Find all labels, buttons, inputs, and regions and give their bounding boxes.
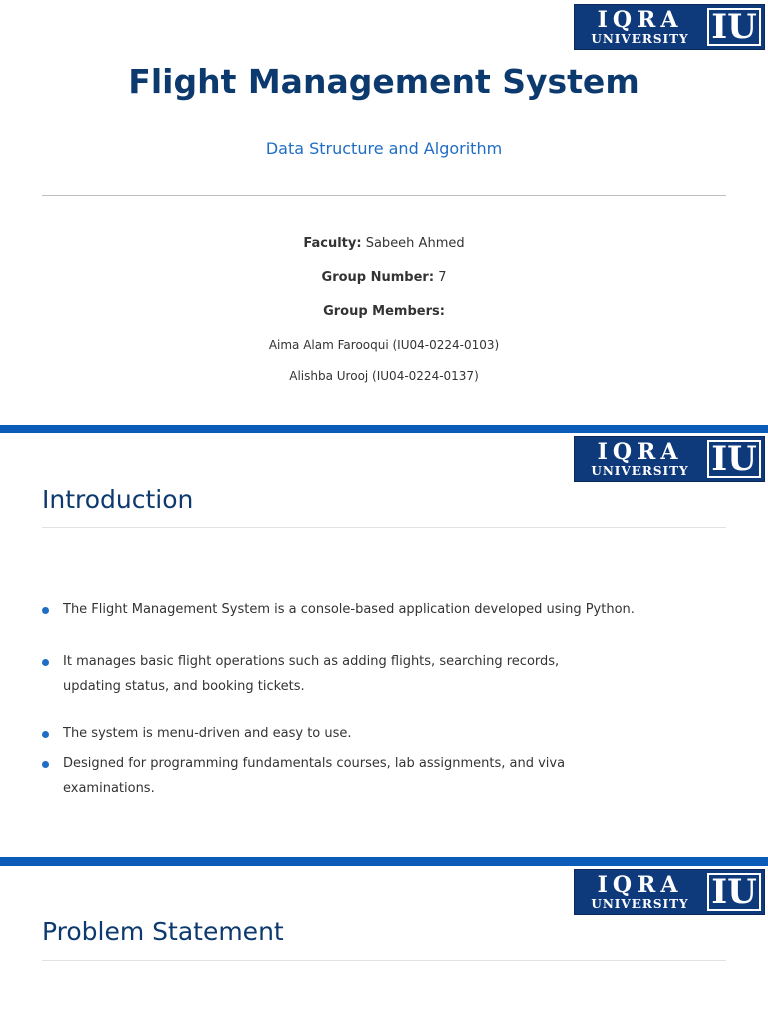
bullet-text: The system is menu-driven and easy to use.: [63, 726, 352, 741]
group-members-line: [0, 304, 768, 319]
bullet-dot-icon: [42, 607, 49, 614]
logo-sub: UNIVERSITY: [591, 464, 689, 478]
section-title: Introduction: [42, 485, 194, 514]
group-number-value: 7: [438, 270, 447, 285]
group-number-label: Group Number:: [321, 270, 435, 285]
presentation-subtitle: Data Structure and Algorithm: [265, 139, 503, 158]
logo-word: IQRA: [597, 872, 683, 898]
bullet-item: [42, 721, 682, 746]
bullet-item: [42, 649, 602, 699]
section-divider: [42, 960, 726, 961]
logo-monogram: IU: [707, 8, 761, 46]
title-slide: [0, 0, 768, 425]
faculty-line: [0, 236, 768, 251]
section-divider: [42, 527, 726, 528]
bullet-text: Designed for programming fundamentals courses, lab assignments, and viva examinations.: [63, 756, 566, 796]
logo-sub: UNIVERSITY: [591, 897, 689, 911]
bullet-dot-icon: [42, 659, 49, 666]
faculty-value: Sabeeh Ahmed: [365, 236, 465, 251]
bullet-dot-icon: [42, 731, 49, 738]
group-members-label: Group Members:: [323, 304, 445, 319]
slide-separator-bar: [0, 425, 768, 433]
logo-word: IQRA: [597, 439, 683, 465]
slide-separator-bar: [0, 857, 768, 866]
iqra-university-logo: [574, 4, 765, 50]
section-title: Problem Statement: [42, 917, 284, 946]
iqra-university-logo: [574, 436, 765, 482]
bullet-dot-icon: [42, 761, 49, 768]
group-number-line: [0, 270, 768, 285]
faculty-label: Faculty:: [303, 236, 362, 251]
bullet-text: The Flight Management System is a console-based application developed using Python.: [63, 602, 635, 617]
iqra-university-logo: [574, 869, 765, 915]
title-divider: [42, 195, 726, 196]
presentation-title: Flight Management System: [128, 62, 640, 101]
member-item: Aima Alam Farooqui (IU04-0224-0103): [268, 338, 500, 352]
logo-monogram: IU: [707, 440, 761, 478]
bullet-item: [42, 751, 602, 801]
introduction-slide: [0, 433, 768, 857]
member-item: Alishba Urooj (IU04-0224-0137): [289, 369, 479, 383]
logo-word: IQRA: [597, 7, 683, 33]
logo-monogram: IU: [707, 873, 761, 911]
logo-sub: UNIVERSITY: [591, 32, 689, 46]
problem-statement-slide: [0, 866, 768, 1024]
bullet-text: It manages basic flight operations such as adding flights, searching records, updating status, and booking tickets.: [63, 654, 560, 694]
bullet-item: [42, 597, 682, 622]
